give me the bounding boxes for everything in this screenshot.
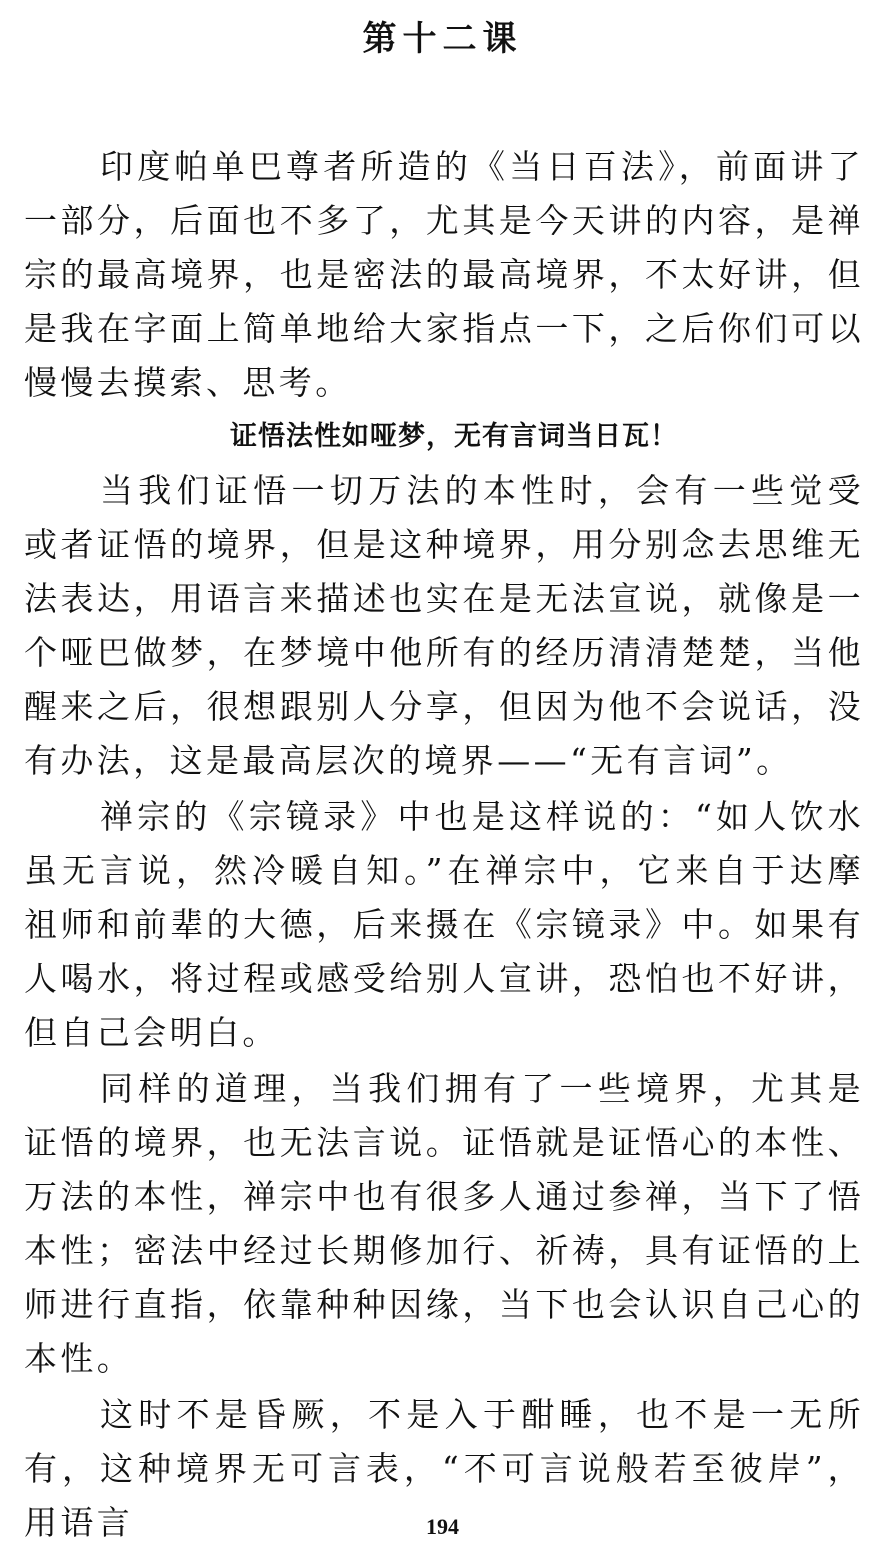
page-number: 194 (426, 1514, 459, 1539)
paragraph-zongjinglu: 禅宗的《宗镜录》中也是这样说的：“如人饮水虽无言说，然冷暖自知。”在禅宗中，它来自于达摩祖师和前辈的大德，后来摄在《宗镜录》中。如果有人喝水，将过程或感受给别人宣讲，恐怕也不好讲，但自己会明白。 (24, 797, 864, 1052)
paragraph-intro: 印度帕单巴尊者所造的《当日百法》，前面讲了一部分，后面也不多了，尤其是今天讲的内容，是禅宗的最高境界，也是密法的最高境界，不太好讲，但是我在字面上简单地给大家指点一下，之后你们可以慢慢去摸索、思考。 (24, 147, 864, 402)
paragraph-realization: 当我们证悟一切万法的本性时，会有一些觉受或者证悟的境界，但是这种境界，用分别念去思维无法表达，用语言来描述也实在是无法宣说，就像是一个哑巴做梦，在梦境中他所有的经历清清楚楚，当他醒来之后，很想跟别人分享，但因为他不会说话，没有办法，这是最高层次的境界——“无有言词”。 (24, 471, 864, 780)
paragraph-inexpressible: 这时不是昏厥，不是入于酣睡，也不是一无所有，这种境界无可言表，“不可言说般若至彼岸”，用语言 (24, 1395, 864, 1542)
lesson-title: 第十二课 (362, 19, 523, 59)
root-verse: 证悟法性如哑梦，无有言词当日瓦！ (230, 421, 678, 452)
paragraph-same-principle: 同样的道理，当我们拥有了一些境界，尤其是证悟的境界，也无法言说。证悟就是证悟心的本性、万法的本性，禅宗中也有很多人通过参禅，当下了悟本性；密法中经过长期修加行、祈祷，具有证悟的上师进行直指，依靠种种因缘，当下也会认识自己心的本性。 (24, 1069, 864, 1378)
document-body (24, 140, 864, 1550)
